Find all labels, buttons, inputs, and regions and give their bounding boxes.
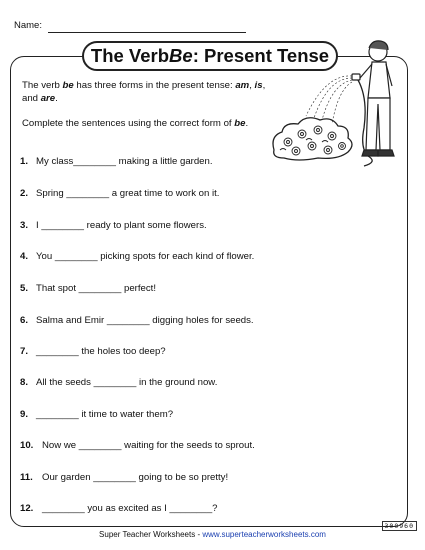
- question-item[interactable]: 3. I ________ ready to plant some flowers.: [20, 220, 207, 231]
- question-item[interactable]: 5. That spot ________ perfect!: [20, 283, 157, 294]
- question-item[interactable]: 10. Now we ________ waiting for the seeds to sprout.: [20, 440, 255, 451]
- title-pre: The Verb: [90, 45, 170, 66]
- question-item[interactable]: 4. You ________ picking spots for each kind of flower.: [20, 251, 255, 262]
- intro-text: [22, 80, 292, 144]
- title-em: Be: [169, 45, 193, 66]
- name-label: Name:: [14, 20, 42, 31]
- question-item[interactable]: 8. All the seeds ________ in the ground now.: [20, 377, 218, 388]
- footer-brand: Super Teacher Worksheets: [99, 530, 196, 539]
- question-item[interactable]: 9. ________ it time to water them?: [20, 409, 174, 420]
- question-item[interactable]: 1. My class________ making a little garden.: [20, 156, 213, 167]
- page-title: [82, 41, 338, 71]
- question-item[interactable]: 11. Our garden ________ going to be so pretty!: [20, 472, 229, 483]
- name-line[interactable]: [48, 32, 246, 33]
- question-item[interactable]: 12. ________ you as excited as I ________?: [20, 503, 218, 514]
- question-item[interactable]: 2. Spring ________ a great time to work on it.: [20, 188, 220, 199]
- title-post: : Present Tense: [192, 45, 330, 66]
- question-item[interactable]: 7. ________ the holes too deep?: [20, 346, 166, 357]
- worksheet-code: 300960: [382, 521, 417, 531]
- question-item[interactable]: 6. Salma and Emir ________ digging holes for seeds.: [20, 315, 254, 326]
- footer-url-link[interactable]: www.superteacherworksheets.com: [202, 530, 326, 539]
- intro-instructions: Complete the sentences using the correct form of be.: [22, 118, 249, 129]
- footer: Super Teacher Worksheets - www.superteacherworksheets.com: [99, 530, 326, 539]
- intro-forms: The verb be has three forms in the present tense: am, is, and are.: [22, 80, 266, 104]
